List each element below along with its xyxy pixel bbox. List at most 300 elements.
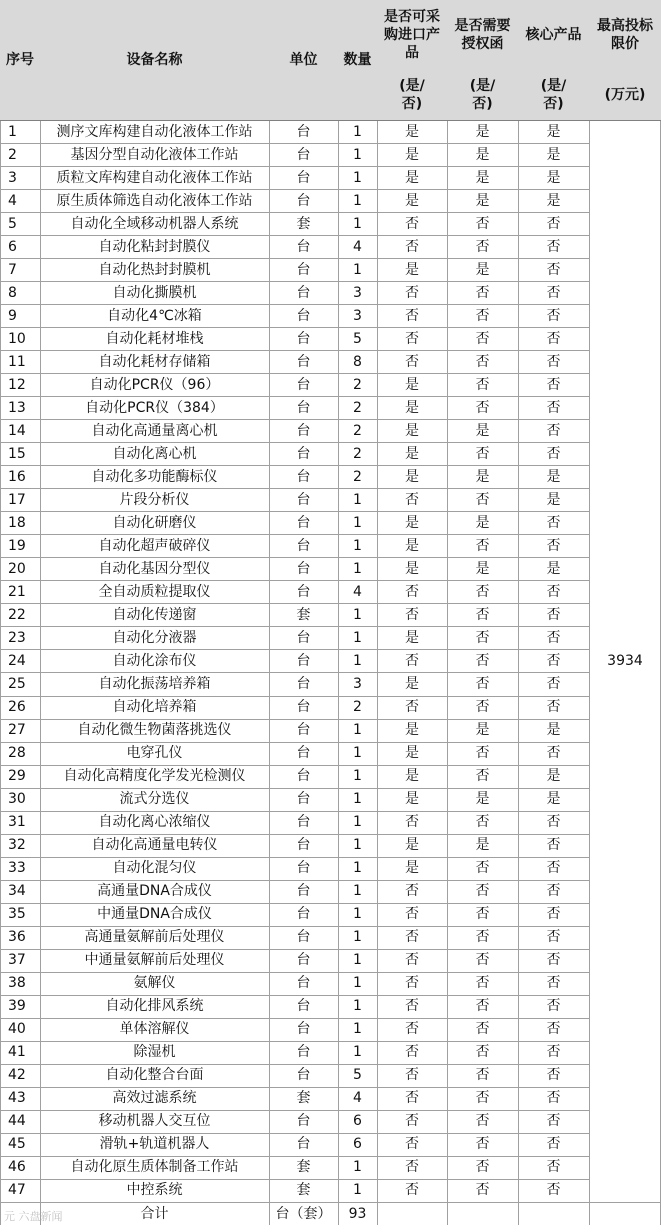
- cell-quantity: 1: [353, 814, 362, 831]
- cell-core-product: 否: [546, 1159, 561, 1176]
- cell-importable: 是: [405, 123, 419, 140]
- cell-unit: 台: [296, 952, 311, 969]
- cell-core-product: 否: [546, 284, 561, 301]
- cell-core-product: 否: [546, 883, 561, 900]
- cell-device-name: 测序文库构建自动化液体工作站: [56, 123, 253, 140]
- cell-core-product: 否: [546, 860, 561, 877]
- cell-quantity: 3: [353, 307, 362, 324]
- cell-authorization: 否: [475, 1159, 490, 1176]
- cell-importable: 否: [405, 906, 419, 923]
- cell-no: 4: [8, 192, 17, 209]
- cell-no: 14: [8, 422, 26, 439]
- cell-unit: 台: [296, 975, 311, 992]
- cell-device-name: 自动化PCR仪（96）: [89, 376, 220, 393]
- cell-authorization: 否: [475, 307, 490, 324]
- cell-device-name: 自动化离心机: [112, 445, 197, 462]
- cell-unit: 台: [296, 1021, 311, 1038]
- cell-importable: 否: [405, 1182, 419, 1199]
- cell-quantity: 1: [353, 1044, 362, 1061]
- cell-importable: 否: [405, 307, 419, 324]
- cell-core-product: 是: [546, 560, 561, 577]
- cell-device-name: 自动化原生质体制备工作站: [70, 1159, 239, 1176]
- cell-no: 5: [8, 215, 17, 232]
- cell-device-name: 自动化基因分型仪: [98, 560, 211, 577]
- cell-authorization: 否: [475, 860, 490, 877]
- cell-unit: 套: [296, 1159, 311, 1176]
- cell-quantity: 1: [353, 952, 362, 969]
- cell-importable: 否: [405, 883, 419, 900]
- cell-importable: 是: [405, 261, 419, 278]
- cell-device-name: 自动化涂布仪: [112, 652, 197, 669]
- cell-unit: 台: [296, 307, 311, 324]
- cell-authorization: 是: [475, 192, 490, 209]
- cell-unit: 台: [296, 699, 311, 715]
- cell-quantity: 1: [353, 123, 362, 140]
- cell-authorization: 否: [475, 629, 490, 646]
- cell-core-product: 否: [546, 652, 561, 669]
- cell-quantity: 1: [353, 560, 362, 577]
- cell-device-name: 高通量DNA合成仪: [97, 883, 212, 900]
- cell-authorization: 是: [475, 560, 490, 577]
- cell-quantity: 2: [353, 445, 362, 462]
- cell-unit: 台: [296, 652, 311, 669]
- cell-importable: 否: [405, 1159, 419, 1176]
- cell-importable: 是: [405, 376, 419, 393]
- cell-no: 42: [8, 1067, 26, 1084]
- cell-unit: 台: [296, 560, 311, 577]
- header-importable: 是否可采购进口产品: [377, 0, 447, 70]
- cell-device-name: 片段分析仪: [119, 491, 190, 508]
- cell-core-product: 否: [546, 445, 561, 462]
- cell-quantity: 1: [353, 1159, 362, 1176]
- cell-authorization: 否: [475, 491, 490, 508]
- cell-no: 2: [8, 146, 17, 163]
- cell-quantity: 2: [353, 699, 362, 715]
- cell-importable: 否: [405, 1067, 419, 1084]
- cell-importable: 否: [405, 1090, 419, 1107]
- cell-no: 35: [8, 906, 26, 923]
- cell-importable: 是: [405, 745, 419, 762]
- cell-no: 20: [8, 560, 26, 577]
- header-device-name: 设备名称: [40, 0, 269, 120]
- cell-unit: 台: [296, 468, 311, 485]
- cell-device-name: 自动化PCR仪（384）: [85, 399, 224, 416]
- cell-authorization: 否: [475, 675, 490, 692]
- cell-core-product: 否: [546, 675, 561, 692]
- cell-importable: 是: [405, 422, 419, 439]
- cell-core-product: 否: [546, 814, 561, 831]
- cell-importable: 是: [405, 146, 419, 163]
- cell-no: 9: [8, 307, 17, 324]
- cell-importable: 是: [405, 768, 419, 785]
- cell-quantity: 1: [353, 146, 362, 163]
- cell-importable: 否: [405, 491, 419, 508]
- cell-unit: 台: [296, 1113, 311, 1130]
- cell-importable: 否: [405, 1136, 419, 1153]
- cell-device-name: 自动化耗材堆栈: [105, 330, 204, 347]
- cell-core-product: 否: [546, 422, 561, 439]
- cell-device-name: 自动化高通量电转仪: [91, 837, 218, 854]
- cell-unit: 台: [296, 883, 311, 900]
- cell-unit: 套: [296, 215, 311, 232]
- cell-core-product: 否: [546, 514, 561, 531]
- cell-core-product: 否: [546, 399, 561, 416]
- cell-device-name: 中通量氨解前后处理仪: [84, 952, 225, 969]
- cell-unit: 台: [296, 123, 311, 140]
- cell-device-name: 自动化混匀仪: [112, 860, 197, 877]
- cell-core-product: 否: [546, 906, 561, 923]
- cell-no: 47: [8, 1182, 26, 1199]
- cell-no: 30: [8, 791, 26, 808]
- cell-importable: 否: [405, 952, 419, 969]
- cell-quantity: 1: [353, 537, 362, 554]
- cell-importable: 否: [405, 238, 419, 255]
- cell-quantity: 1: [353, 791, 362, 808]
- cell-device-name: 自动化研磨仪: [112, 514, 197, 531]
- header-importable-sub: (是/否): [377, 70, 447, 120]
- cell-authorization: 否: [475, 606, 490, 623]
- cell-authorization: 否: [475, 330, 490, 347]
- cell-quantity: 2: [353, 422, 362, 439]
- cell-quantity: 2: [353, 399, 362, 416]
- cell-no: 34: [8, 883, 26, 900]
- cell-quantity: 3: [353, 675, 362, 692]
- cell-unit: 台: [296, 583, 311, 600]
- cell-no: 43: [8, 1090, 26, 1107]
- cell-quantity: 6: [353, 1136, 362, 1153]
- cell-importable: 否: [405, 215, 419, 232]
- cell-authorization: 否: [475, 537, 490, 554]
- total-quantity: 93: [348, 1205, 367, 1222]
- cell-core-product: 否: [546, 330, 561, 347]
- cell-unit: 台: [296, 745, 311, 762]
- cell-importable: 是: [405, 675, 419, 692]
- total-label: 合计: [140, 1205, 169, 1222]
- cell-importable: 是: [405, 837, 419, 854]
- cell-unit: 台: [296, 1067, 311, 1084]
- cell-authorization: 否: [475, 768, 490, 785]
- cell-no: 8: [8, 284, 17, 301]
- cell-core-product: 否: [546, 1044, 561, 1061]
- cell-unit: 套: [296, 1090, 311, 1107]
- cell-core-product: 是: [546, 491, 561, 508]
- cell-unit: 台: [296, 929, 311, 946]
- cell-authorization: 否: [475, 745, 490, 762]
- cell-quantity: 1: [353, 883, 362, 900]
- cell-no: 13: [8, 399, 26, 416]
- cell-authorization: 是: [475, 169, 490, 186]
- cell-core-product: 是: [546, 468, 561, 485]
- cell-unit: 台: [296, 1044, 311, 1061]
- cell-unit: 台: [296, 837, 311, 854]
- cell-device-name: 自动化传递窗: [112, 606, 197, 623]
- cell-no: 3: [8, 169, 17, 186]
- cell-device-name: 流式分选仪: [119, 791, 190, 808]
- cell-authorization: 是: [475, 514, 490, 531]
- cell-core-product: 是: [546, 768, 561, 785]
- cell-core-product: 否: [546, 583, 561, 600]
- cell-no: 27: [8, 722, 26, 739]
- cell-authorization: 是: [475, 123, 490, 140]
- cell-importable: 否: [405, 1113, 419, 1130]
- cell-core-product: 否: [546, 353, 561, 370]
- cell-quantity: 1: [353, 860, 362, 877]
- cell-no: 46: [8, 1159, 26, 1176]
- total-unit: 台（套）: [275, 1205, 332, 1222]
- cell-no: 32: [8, 837, 26, 854]
- cell-authorization: 否: [475, 883, 490, 900]
- cell-no: 40: [8, 1021, 26, 1038]
- cell-authorization: 否: [475, 1113, 490, 1130]
- cell-authorization: 否: [475, 376, 490, 393]
- cell-authorization: 是: [475, 837, 490, 854]
- cell-unit: 台: [296, 1136, 311, 1153]
- cell-authorization: 否: [475, 952, 490, 969]
- cell-authorization: 否: [475, 929, 490, 946]
- cell-importable: 否: [405, 606, 419, 623]
- cell-importable: 是: [405, 192, 419, 209]
- watermark-logo: 元 六盘新闻: [4, 1210, 63, 1223]
- cell-unit: 台: [296, 238, 311, 255]
- cell-unit: 台: [296, 629, 311, 646]
- cell-no: 11: [8, 353, 26, 370]
- cell-no: 12: [8, 376, 26, 393]
- cell-unit: 台: [296, 169, 311, 186]
- cell-authorization: 否: [475, 699, 490, 715]
- cell-core-product: 否: [546, 606, 561, 623]
- cell-core-product: 否: [546, 998, 561, 1015]
- cell-quantity: 1: [353, 629, 362, 646]
- cell-device-name: 自动化离心浓缩仪: [98, 814, 211, 831]
- cell-no: 25: [8, 675, 26, 692]
- cell-no: 37: [8, 952, 26, 969]
- cell-importable: 否: [405, 583, 419, 600]
- cell-device-name: 自动化撕膜机: [112, 284, 197, 301]
- cell-quantity: 5: [353, 1067, 362, 1084]
- cell-authorization: 是: [475, 722, 490, 739]
- cell-no: 16: [8, 468, 26, 485]
- cell-authorization: 否: [475, 1182, 490, 1199]
- cell-no: 23: [8, 629, 26, 646]
- cell-device-name: 自动化整合台面: [105, 1067, 204, 1084]
- cell-unit: 台: [296, 146, 311, 163]
- cell-unit: 台: [296, 445, 311, 462]
- cell-core-product: 否: [546, 1113, 561, 1130]
- cell-core-product: 否: [546, 1067, 561, 1084]
- cell-authorization: 是: [475, 791, 490, 808]
- cell-unit: 套: [296, 1182, 311, 1199]
- cell-device-name: 自动化多功能酶标仪: [91, 468, 218, 485]
- cell-core-product: 否: [546, 837, 561, 854]
- cell-importable: 是: [405, 169, 419, 186]
- cell-authorization: 否: [475, 652, 490, 669]
- cell-importable: 否: [405, 929, 419, 946]
- cell-no: 24: [8, 652, 26, 669]
- cell-device-name: 自动化耗材存储箱: [98, 353, 211, 370]
- cell-core-product: 是: [546, 722, 561, 739]
- cell-quantity: 1: [353, 261, 362, 278]
- cell-no: 15: [8, 445, 26, 462]
- cell-device-name: 自动化振荡培养箱: [98, 675, 211, 692]
- cell-unit: 台: [296, 814, 311, 831]
- cell-importable: 否: [405, 284, 419, 301]
- cell-no: 29: [8, 768, 26, 785]
- cell-importable: 是: [405, 537, 419, 554]
- cell-importable: 是: [405, 468, 419, 485]
- cell-core-product: 否: [546, 1090, 561, 1107]
- cell-importable: 是: [405, 722, 419, 739]
- cell-quantity: 1: [353, 929, 362, 946]
- cell-no: 39: [8, 998, 26, 1015]
- cell-device-name: 自动化分液器: [112, 629, 197, 646]
- cell-no: 28: [8, 745, 26, 762]
- cell-device-name: 电穿孔仪: [126, 745, 183, 762]
- cell-no: 1: [8, 123, 17, 140]
- cell-authorization: 是: [475, 146, 490, 163]
- cell-device-name: 自动化超声破碎仪: [98, 537, 211, 554]
- cell-unit: 台: [296, 192, 311, 209]
- cell-quantity: 1: [353, 169, 362, 186]
- cell-core-product: 否: [546, 699, 561, 715]
- cell-authorization: 是: [475, 468, 490, 485]
- cell-importable: 否: [405, 1021, 419, 1038]
- cell-importable: 是: [405, 629, 419, 646]
- cell-no: 26: [8, 699, 26, 715]
- cell-core-product: 是: [546, 123, 561, 140]
- cell-core-product: 否: [546, 1182, 561, 1199]
- cell-device-name: 自动化微生物菌落挑选仪: [77, 722, 232, 739]
- cell-device-name: 除湿机: [133, 1044, 176, 1061]
- cell-quantity: 1: [353, 906, 362, 923]
- cell-no: 6: [8, 238, 17, 255]
- cell-authorization: 否: [475, 215, 490, 232]
- cell-quantity: 1: [353, 192, 362, 209]
- cell-core-product: 否: [546, 929, 561, 946]
- cell-importable: 是: [405, 791, 419, 808]
- cell-no: 36: [8, 929, 26, 946]
- cell-no: 7: [8, 261, 17, 278]
- cell-core-product: 否: [546, 537, 561, 554]
- cell-no: 44: [8, 1113, 26, 1130]
- cell-core-product: 是: [546, 791, 561, 808]
- header-core-product: 核心产品: [518, 0, 589, 70]
- cell-device-name: 原生质体筛选自动化液体工作站: [56, 192, 253, 209]
- cell-core-product: 是: [546, 146, 561, 163]
- cell-device-name: 全自动质粒提取仪: [98, 583, 211, 600]
- cell-device-name: 中控系统: [126, 1182, 183, 1199]
- cell-quantity: 1: [353, 491, 362, 508]
- cell-quantity: 4: [353, 583, 362, 600]
- cell-core-product: 否: [546, 975, 561, 992]
- cell-importable: 否: [405, 330, 419, 347]
- cell-unit: 台: [296, 906, 311, 923]
- cell-core-product: 是: [546, 192, 561, 209]
- cell-authorization: 否: [475, 583, 490, 600]
- cell-quantity: 1: [353, 722, 362, 739]
- cell-quantity: 1: [353, 215, 362, 232]
- cell-importable: 是: [405, 399, 419, 416]
- cell-quantity: 1: [353, 1021, 362, 1038]
- cell-unit: 台: [296, 537, 311, 554]
- cell-quantity: 1: [353, 514, 362, 531]
- cell-quantity: 2: [353, 468, 362, 485]
- cell-device-name: 自动化全域移动机器人系统: [70, 215, 239, 232]
- cell-importable: 否: [405, 652, 419, 669]
- cell-unit: 台: [296, 284, 311, 301]
- cell-authorization: 是: [475, 422, 490, 439]
- cell-no: 41: [8, 1044, 26, 1061]
- cell-authorization: 否: [475, 1090, 490, 1107]
- cell-no: 21: [8, 583, 26, 600]
- header-unit: 单位: [269, 0, 338, 120]
- header-authorization-sub: (是/否): [447, 70, 518, 120]
- cell-quantity: 4: [353, 238, 362, 255]
- cell-authorization: 是: [475, 261, 490, 278]
- cell-no: 45: [8, 1136, 26, 1153]
- cell-no: 18: [8, 514, 26, 531]
- cell-unit: 台: [296, 998, 311, 1015]
- cell-device-name: 中通量DNA合成仪: [97, 906, 212, 923]
- cell-authorization: 否: [475, 1136, 490, 1153]
- cell-device-name: 质粒文库构建自动化液体工作站: [56, 169, 253, 186]
- cell-authorization: 否: [475, 399, 490, 416]
- cell-no: 31: [8, 814, 26, 831]
- cell-quantity: 2: [353, 376, 362, 393]
- cell-device-name: 高通量氨解前后处理仪: [84, 929, 225, 946]
- cell-no: 10: [8, 330, 26, 347]
- cell-importable: 否: [405, 1044, 419, 1061]
- cell-no: 22: [8, 606, 26, 623]
- cell-quantity: 5: [353, 330, 362, 347]
- header-no: 序号: [0, 0, 40, 120]
- cell-authorization: 否: [475, 353, 490, 370]
- cell-quantity: 1: [353, 768, 362, 785]
- cell-unit: 台: [296, 422, 311, 439]
- cell-unit: 台: [296, 376, 311, 393]
- cell-core-product: 否: [546, 1136, 561, 1153]
- cell-quantity: 1: [353, 606, 362, 623]
- header-bid-limit-sub: (万元): [589, 70, 661, 120]
- cell-device-name: 自动化高精度化学发光检测仪: [63, 768, 246, 785]
- cell-device-name: 自动化排风系统: [105, 998, 204, 1015]
- cell-no: 33: [8, 860, 26, 877]
- cell-authorization: 否: [475, 238, 490, 255]
- cell-importable: 否: [405, 699, 419, 715]
- cell-device-name: 自动化4℃冰箱: [107, 307, 202, 324]
- cell-unit: 台: [296, 722, 311, 739]
- cell-unit: 台: [296, 491, 311, 508]
- cell-device-name: 自动化热封封膜机: [98, 261, 211, 278]
- cell-core-product: 否: [546, 307, 561, 324]
- header-core-sub: (是/否): [518, 70, 589, 120]
- cell-device-name: 移动机器人交互位: [98, 1113, 211, 1130]
- cell-core-product: 否: [546, 238, 561, 255]
- cell-core-product: 否: [546, 1021, 561, 1038]
- cell-authorization: 否: [475, 1044, 490, 1061]
- cell-quantity: 4: [353, 1090, 362, 1107]
- cell-device-name: 自动化粘封封膜仪: [98, 238, 211, 255]
- cell-core-product: 否: [546, 745, 561, 762]
- cell-quantity: 6: [353, 1113, 362, 1130]
- cell-importable: 否: [405, 814, 419, 831]
- cell-importable: 否: [405, 998, 419, 1015]
- cell-core-product: 否: [546, 629, 561, 646]
- cell-quantity: 3: [353, 284, 362, 301]
- cell-quantity: 1: [353, 837, 362, 854]
- cell-importable: 是: [405, 514, 419, 531]
- cell-unit: 套: [296, 606, 311, 623]
- cell-core-product: 否: [546, 952, 561, 969]
